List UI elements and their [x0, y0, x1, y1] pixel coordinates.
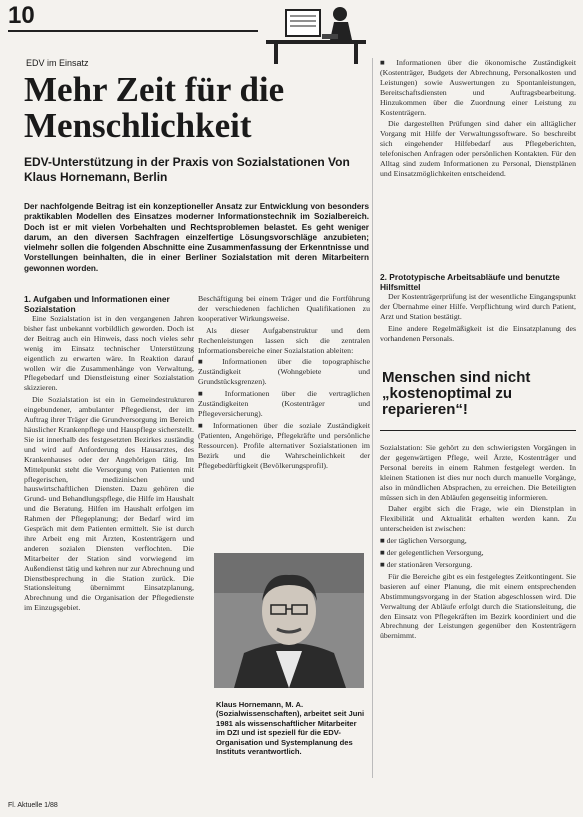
- section-1-heading: 1. Aufgaben und Informationen einer Sozialstation: [24, 294, 170, 314]
- section-1-cont-paragraph: Als dieser Aufgabenstruktur und dem Rechenleistungen lassen sich die zentralen Informationsbereiche einer Sozialstation ableiten:: [198, 325, 370, 355]
- bullet-item: ■ Informationen über die topographische Zuständigkeit (Wohngebiete und Grundstücksgrenzen).: [198, 357, 370, 387]
- page-footer: Fl. Aktuelle 1/88: [8, 802, 58, 809]
- header-rule: [8, 30, 258, 32]
- sidebar-paragraph: Daher ergibt sich die Frage, wie ein Dienstplan in Flexibilität und Aktualität erhalten werden kann. Zu unterscheiden ist zwischen:: [380, 504, 576, 534]
- article-intro: Der nachfolgende Beitrag ist ein konzeptioneller Ansatz zur Entwicklung von besonders praktikablen Modellen des Einsatzes moderner Informationstechnik im Sozialbereich. Doch ist er mit vielen Vorbehalten und Rechtsproblemen belastet. Es geht weniger darum, an den diversen Sachfragen einzelfertige Lösungsvorschläge anzubieten; vielmehr sollen die folgenden Abschnitte eine Zusammenfassung der Erkenntnisse und Vorstellungen beinhalten, die in einer Berliner Sozialstation mit deren Mitarbeitern gewonnen worden.: [24, 202, 369, 273]
- section-2-paragraph: Eine andere Regelmäßigkeit ist die Einsatzplanung des vorhandenen Personals.: [380, 323, 576, 343]
- sidebar-list-item: ■ der täglichen Versorgung,: [380, 536, 467, 546]
- sidebar-rule: [380, 430, 576, 431]
- column-divider: [372, 58, 373, 778]
- section-rubric: EDV im Einsatz: [26, 58, 89, 68]
- section-2: [380, 272, 576, 364]
- section-2-paragraph: Der Kostenträgerprüfung ist der wesentliche Eingangspunkt der Übernahme einer Hilfe. Verpflichtung wird durch Patient, Arzt und Station bestätigt.: [380, 292, 576, 321]
- column-2: [198, 294, 370, 544]
- bullet-item: ■ Informationen über die ökonomische Zuständigkeit (Kostenträger, Budgets der Abrechnung, Personalkosten und Leistungen) sowie Auswertungen zu Spontanleistungen, Bereitschaftsdiensten und Auftragsbearbeitung. Hinzukommen über die Zuordnung einer Leistung zu Kostenträgern.: [380, 58, 576, 117]
- column-3-paragraph: Die dargestellten Prüfungen sind daher ein alltäglicher Vorgang mit Hilfe der Verwaltungssoftware. So beschreibt sich eingehender Hilfebedarf aus Pflegeberichten, telefonischen Anfragen oder persönlichen Kontakten. Für den Alltag sind zudem Informationen zu Personal, Dienstplänen und Einsatzmöglichkeiten entscheidend.: [380, 119, 576, 178]
- photo-caption: Klaus Hornemann, M. A. (Sozialwissenschaften), arbeitet seit Juni 1981 als wissenschaftlicher Mitarbeiter im DZI und ist speziell für die EDV-Organisation und Systemplanung des Instituts verantwortlich.: [216, 700, 365, 757]
- author-photo: [214, 553, 364, 688]
- page-number: 10: [8, 2, 35, 29]
- section-1-cont-paragraph: Beschäftigung bei einem Träger und die Fortführung der verschiedenen fachlichen Qualifikationen zu kooperativer Wirkungsweise.: [198, 294, 370, 323]
- office-illustration: [256, 0, 376, 64]
- bullet-item: ■ Informationen über die vertraglichen Zuständigkeiten (Kostenträger und Pflegeversicherung).: [198, 389, 370, 418]
- section-1-paragraph: Eine Sozialstation ist in den vergangenen Jahren bisher fast unbekannt vorbildlich geworden. Doch ist der Beitrag auch ein Hinweis, dass noch vieles sehr wenig im Einsatz technischer Unterstützung eigentlich zu erwarten wäre. In Reaktion darauf wollen wir die Zusammenhänge von Verwaltung, Pflegebedarf und Dienstleistung einer Sozialstation skizzieren.: [24, 314, 194, 393]
- section-1-paragraph: Die Sozialstation ist ein in Gemeindestrukturen eingebundener, ambulanter Pflegedienst, der im Auftrag ihrer Träger die Grundversorgung im Bereich häuslicher Krankenpflege und Hauspflege sicherstellt. Sie ist innerhalb des festgesetzten Bezirkes zuständig und wird auf Anforderung des Hausarztes, des Krankenhauses oder der Angehörigen tätig. Im Mittelpunkt steht die Versorgung von Patienten mit pflegerischen, medizinischen und hauswirtschaftlichen Diensten. Dazu gehören die Grund- und Behandlungspflege, die Hilfe im Haushalt und die Beratung. Hilfen im Haushalt erfolgen im Rahmen der Pflegeplanung; der Bedarf wird im Gespräch mit dem Patienten ermittelt. Sie ist durch ihre Arbeit eng mit Ärzten, Kostenträgern und anderen sozialen Diensten verflochten. Die Mitarbeiter der Station sind vorwiegend im Außendienst tätig und kehren nur zur Abrechnung und Dienstbesprechung in die Station zurück. Die Stationsleitung übernimmt Einsatzplanung, Abrechnung und die Organisation der Pflegedienste im Einzugsgebiet.: [24, 395, 194, 613]
- column-3: [380, 58, 576, 286]
- article-headline: Mehr Zeit für die Menschlichkeit: [24, 70, 285, 145]
- sidebar-body: [380, 443, 576, 783]
- section-2-heading: 2. Prototypische Arbeitsabläufe und benutzte Hilfsmittel: [380, 272, 560, 292]
- sidebar-heading: Menschen sind nicht „kostenoptimal zu reparieren“!: [382, 369, 531, 418]
- sidebar-paragraph: Sozialstation: Sie gehört zu den schwierigsten Vorgängen in der gegenwärtigen Pflege, weil Ärzte, Kostenträger und Personal bereits in einem Rahmen festgelegt werden. In kleinen Stationen ist dies nur noch durch manuelle Vorgänge, also in mündlichen Absprachen, zu erreichen. Die Beteiligten müssen sich in den Abläufen gegenseitig informieren.: [380, 443, 576, 502]
- bullet-item: ■ Informationen über die soziale Zuständigkeit (Patienten, Angehörige, Pflegekräfte und persönliche Ressourcen). Profile alternativer Sozialstationen im Bezirk und die Wahrscheinlichkeit der Pflegebedürftigkeit (Bevölkerungsprofil).: [198, 420, 370, 470]
- author-portrait-graphic: [214, 553, 364, 688]
- sidebar-paragraph: Für die Bereiche gibt es ein festgelegtes Zeitkontingent. Sie basieren auf einer Planung, die mit einem entsprechenden Abstimmungsvorgang in der Station abgeschlossen wird. Die Verwaltung der Abläufe erfolgt durch die Stationsleitung, die den Einsatz von Pflegekräften im Bezirk koordiniert und die Abrechnung der Leistungen gegenüber den Kostenträgern übernimmt.: [380, 571, 576, 641]
- column-1: [24, 294, 194, 774]
- sidebar-list-item: ■ der gelegentlichen Versorgung,: [380, 548, 484, 558]
- article-subtitle: EDV-Unterstützung in der Praxis von Sozialstationen Von Klaus Hornemann, Berlin: [24, 155, 350, 184]
- sidebar-list-item: ■ der stationären Versorgung.: [380, 559, 473, 569]
